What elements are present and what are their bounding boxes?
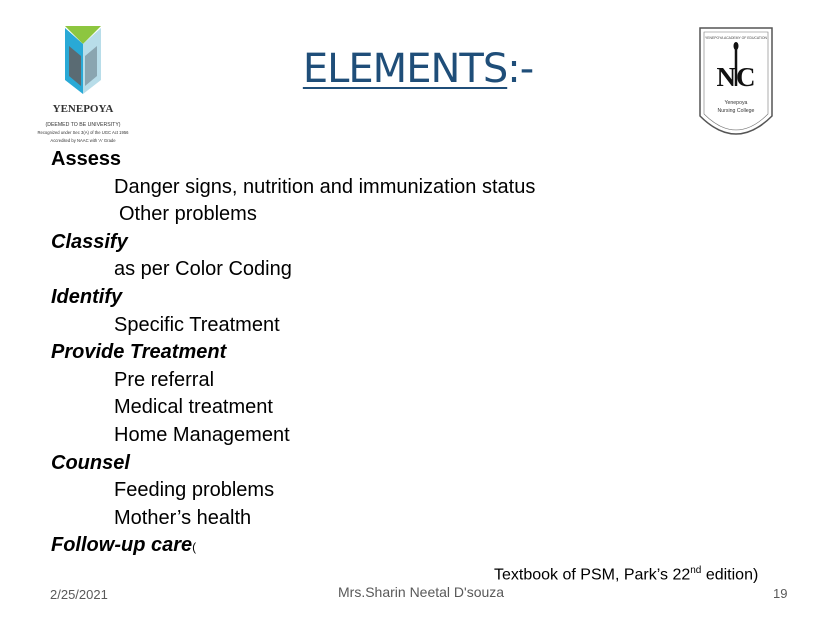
- item-classify-1: as per Color Coding: [114, 258, 292, 281]
- item-provide-2: Medical treatment: [114, 396, 273, 419]
- heading-provide-treatment: Provide Treatment: [51, 341, 227, 364]
- followup-paren: (: [192, 540, 197, 555]
- citation-before: Textbook of PSM, Park’s 22: [494, 566, 691, 584]
- logo-left-line2: Recognized under Sec 3(A) of the UGC Act 1956: [37, 130, 129, 135]
- citation-sup: nd: [690, 565, 702, 576]
- slide-title-main: ELEMENTS: [302, 46, 508, 92]
- item-provide-3: Home Management: [114, 423, 290, 446]
- logo-right-arc-text: YENEPOYA ACADEMY OF EDUCATION: [705, 36, 767, 40]
- heading-counsel: Counsel: [51, 451, 130, 474]
- item-counsel-1: Feeding problems: [114, 479, 275, 502]
- footer-page-number: 19: [773, 586, 788, 601]
- footer-date: 2/25/2021: [50, 587, 108, 602]
- logo-right-name-line2: Nursing College: [717, 108, 755, 114]
- item-identify-1: Specific Treatment: [114, 313, 280, 336]
- item-counsel-2: Mother’s health: [114, 506, 252, 529]
- heading-follow-up-care: Follow-up care: [51, 534, 193, 557]
- elements-list: [51, 146, 535, 562]
- logo-right-monogram: NC: [716, 62, 756, 92]
- item-assess-2: Other problems: [119, 203, 257, 226]
- logo-left-name: YENEPOYA: [52, 103, 114, 115]
- logo-left-line3: Accredited by NAAC with 'A' Grade: [50, 138, 116, 143]
- logo-left-line1: (DEEMED TO BE UNIVERSITY): [45, 122, 121, 128]
- slide-title-suffix: :-: [507, 46, 534, 92]
- footer-author: Mrs.Sharin Neetal D'souza: [338, 584, 505, 600]
- heading-identify: Identify: [51, 285, 123, 308]
- heading-assess: Assess: [51, 148, 122, 170]
- citation: [494, 565, 758, 584]
- heading-classify: Classify: [51, 230, 128, 253]
- logo-right-name-line1: Yenepoya: [724, 100, 748, 106]
- item-assess-1: Danger signs, nutrition and immunization status: [114, 175, 536, 198]
- item-provide-1: Pre referral: [114, 368, 215, 391]
- yenepoya-nursing-college-logo: [696, 24, 776, 152]
- citation-after: edition): [701, 566, 759, 584]
- followup-line: [51, 532, 535, 562]
